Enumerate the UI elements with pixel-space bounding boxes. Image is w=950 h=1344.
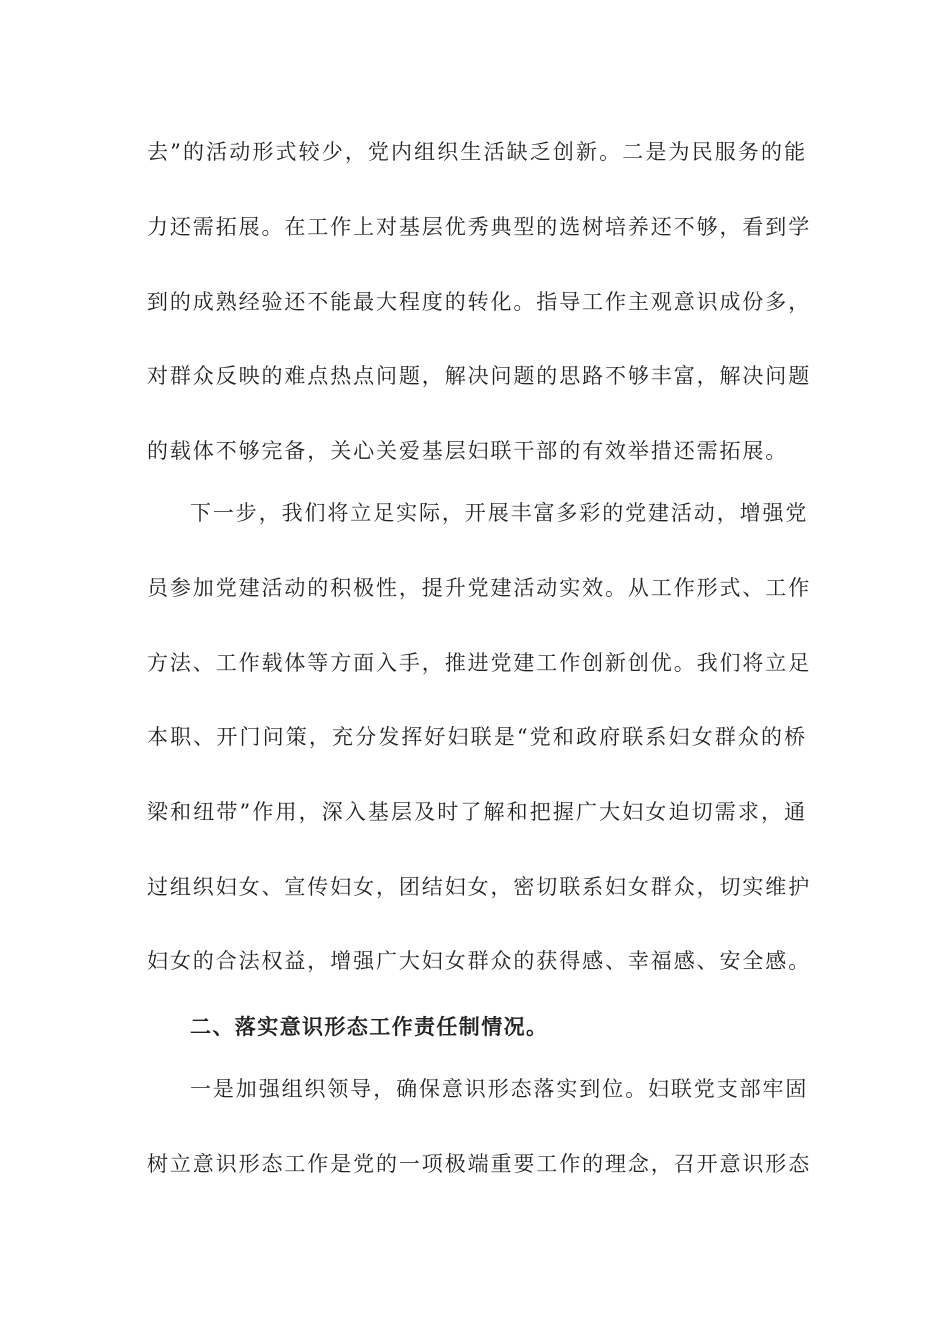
body-text-line: 力还需拓展。在工作上对基层优秀典型的选树培养还不够，看到学 [147,215,812,239]
body-text-line: 去”的活动形式较少，党内组织生活缺乏创新。二是为民服务的能 [147,140,807,164]
body-text-line: 梁和纽带”作用，深入基层及时了解和把握广大妇女迫切需求，通 [147,800,807,824]
body-text-line: 对群众反映的难点热点问题，解决问题的思路不够丰富，解决问题 [147,364,812,388]
body-text-line: 到的成熟经验还不能最大程度的转化。指导工作主观意识成份多， [147,290,812,314]
paragraph-first-line: 下一步，我们将立足实际，开展丰富多彩的党建活动，增强党 [190,501,809,525]
body-text-line: 树立意识形态工作是党的一项极端重要工作的理念，召开意识形态 [147,1152,812,1176]
paragraph-first-line: 一是加强组织领导，确保意识形态落实到位。妇联党支部牢固 [190,1077,809,1101]
body-text-line: 本职、开门问策，充分发挥好妇联是“党和政府联系妇女群众的桥 [147,725,807,749]
body-text-line: 过组织妇女、宣传妇女，团结妇女，密切联系妇女群众，切实维护 [147,875,812,899]
body-text-line: 的载体不够完备，关心关爱基层妇联干部的有效举措还需拓展。 [147,439,789,463]
body-text-line: 方法、工作载体等方面入手，推进党建工作创新创优。我们将立足 [147,651,812,675]
body-text-line: 妇女的合法权益，增强广大妇女群众的获得感、幸福感、安全感。 [147,949,812,973]
section-heading: 二、落实意识形态工作责任制情况。 [190,1015,549,1039]
body-text-line: 员参加党建活动的积极性，提升党建活动实效。从工作形式、工作 [147,576,812,600]
